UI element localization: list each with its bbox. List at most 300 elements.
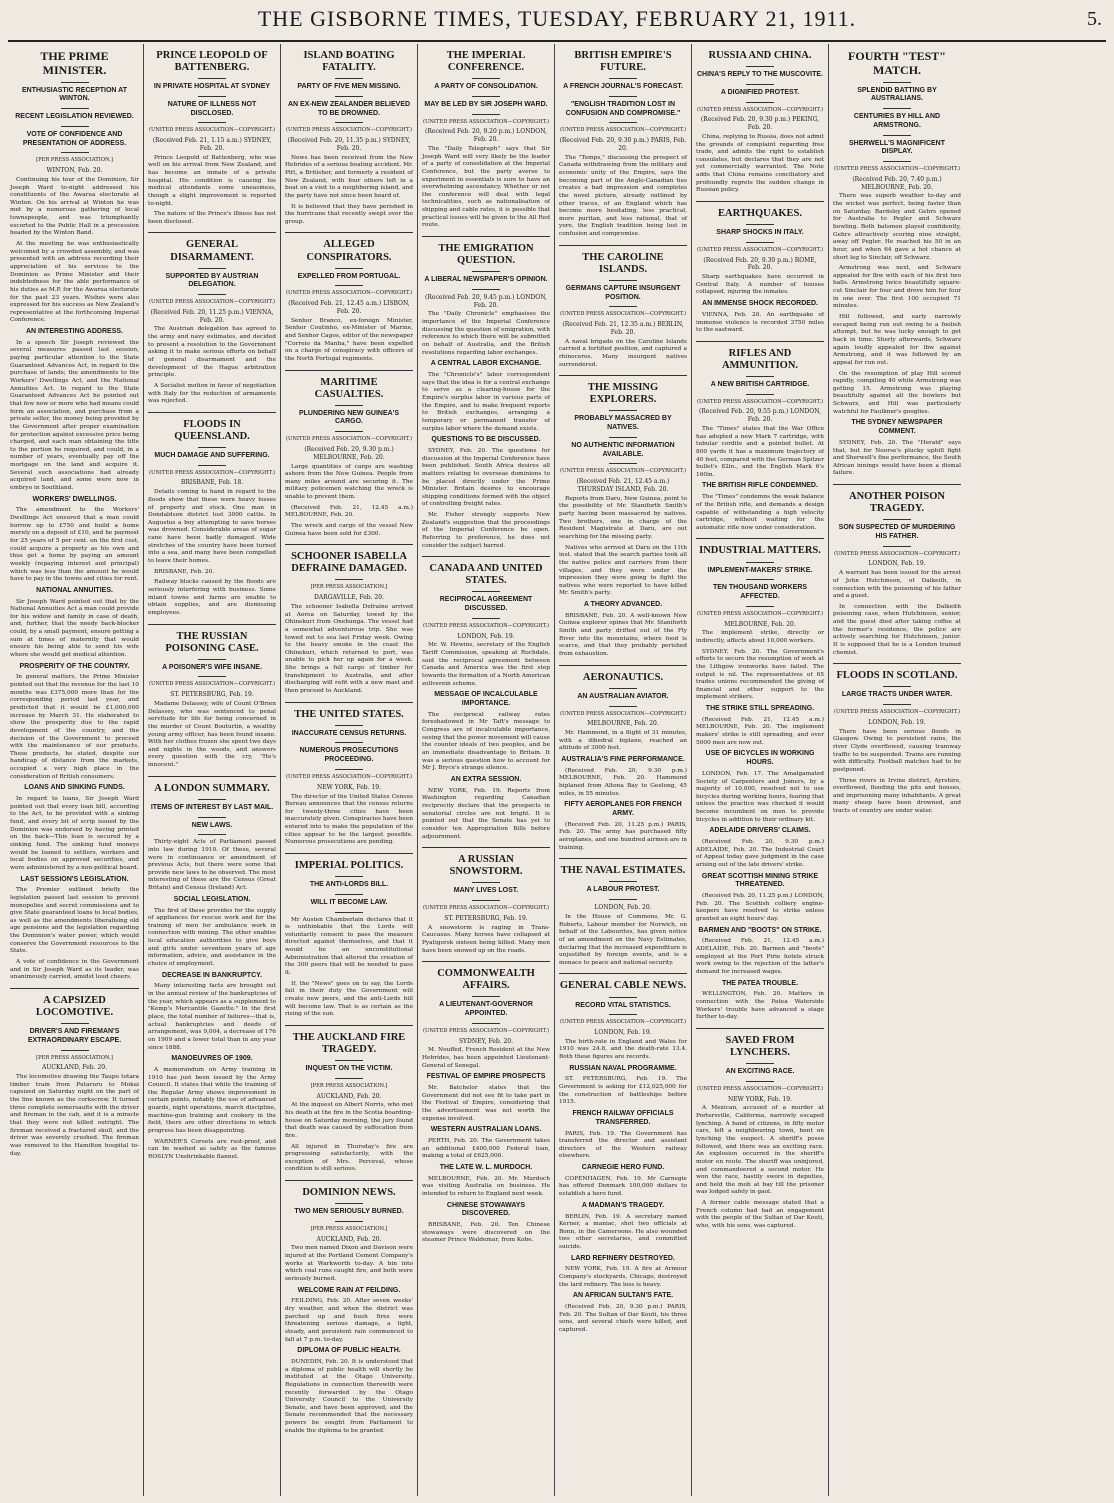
article	[285, 1180, 413, 1435]
paragraph: A naval brigade on the Caroline Islands carried a fortified position, and captured a rhinoceros. Many insurgent natives surrendered.	[559, 338, 687, 368]
section-subhead: THE PATEA TROUBLE.	[721, 979, 799, 987]
divider	[61, 1023, 89, 1024]
section-rule	[833, 484, 961, 485]
divider	[609, 437, 637, 438]
divider	[609, 78, 637, 79]
divider	[609, 688, 637, 689]
divider	[335, 742, 363, 743]
paragraph: (Received Feb. 20, 11.25 p.m.) LONDON, Feb. 20. The Scottish colliery engine-keepers have resolved to strike unless granted an eight hours' day.	[696, 893, 824, 923]
column-7	[828, 44, 965, 1496]
section-subhead: A CENTRAL LABOR EXCHANGE.	[430, 360, 542, 368]
section-rule	[559, 245, 687, 246]
paragraph: (Received Feb. 20, 9.30 p.m.) ADELAIDE, Feb. 20. The Industrial Court of Appeal today gave judgment in the case arising out of the late drivers' strike.	[696, 839, 824, 869]
headline: ISLAND BOATING FATALITY.	[303, 50, 395, 74]
divider	[61, 1050, 89, 1051]
section-subhead: THE LATE W. L. MURDOCH.	[439, 1163, 533, 1171]
paragraph: A memorandum on Army training in 1910 has just been issued by the Army Council. It states that while the training of the Regular Army shows improvement in certain points, notably the use of advanced guards, night operations, march discipline, machine-gun training and cookery in the field, there are other directions in which progress has been disappointing.	[148, 1066, 276, 1135]
divider	[746, 84, 774, 85]
headline: RIFLES AND AMMUNITION.	[721, 347, 799, 371]
subheadline: "ENGLISH TRADITION LOST IN CONFUSION AND COMPROMISE."	[565, 100, 681, 117]
article	[559, 245, 687, 370]
dateline: NEW YORK, Feb. 19.	[317, 783, 381, 791]
dateline: (Received Feb. 21, 12.45 a.m.) THURSDAY ISLAND, Feb. 20.	[576, 478, 670, 493]
section-rule	[285, 370, 413, 371]
divider	[61, 152, 89, 153]
columns-container	[6, 44, 1110, 1496]
paragraph: The director of the United States Census Bureau announces that the census returns for twenty-three cities have been inaccurately given. Conspiracies have been entered into to make the population of the cities appear to be the largest possible. Numerous prosecutions are pending.	[285, 793, 413, 846]
section-rule	[285, 544, 413, 545]
divider	[198, 659, 226, 660]
article	[422, 556, 550, 841]
divider	[472, 271, 500, 272]
headline: INDUSTRIAL MATTERS.	[699, 545, 821, 557]
headline: A LONDON SUMMARY.	[154, 782, 270, 794]
paragraph: News has been received from the New Hebrides of a serious boating accident. Mr. Pitt, a Britisher, and formerly a resident of New Zealand, with four others left in a boat on a visit to a neighboring island, and the party have not since been heard of.	[285, 154, 413, 199]
press-credit: (UNITED PRESS ASSOCIATION—COPYRIGHT.)	[286, 436, 412, 443]
subheadline: SHARP SHOCKS IN ITALY.	[716, 229, 804, 237]
headline: SCHOONER ISABELLA DEFRAINE DAMAGED.	[291, 551, 407, 575]
page-number: 5.	[1087, 8, 1102, 30]
subheadline: INACCURATE CENSUS RETURNS.	[291, 729, 407, 737]
divider	[335, 894, 363, 895]
paragraph: In regard to loans, Sir Joseph Ward pointed out that every loan bill, according to the Act, to be provided with a sinking fund, and every bit of scrip issued by the Dominion was endorsed by having printed on the back—This loan is secured by a sinking fund. The sinking fund moneys would be loaned to settlers, workers and local bodies on approved securities, and were administered by a non-political board.	[10, 796, 139, 871]
divider	[609, 997, 637, 998]
section-rule	[148, 624, 276, 625]
divider	[609, 122, 637, 123]
column-6	[691, 44, 828, 1496]
divider	[472, 900, 500, 901]
paragraph: In connection with the Dalkeith poisoning case, when Hutchinson, senior, and the guest died after taking coffee at the former's residence, the police are actively searching for Hutchinson, junior. It is supposed that he is a London trained chemist.	[833, 603, 961, 656]
press-credit: (UNITED PRESS ASSOCIATION—COPYRIGHT.)	[149, 681, 275, 688]
dateline: (Received Feb. 20, 9.30 p.m.) PEKING, Feb. 20.	[700, 116, 820, 132]
divider	[472, 1023, 500, 1024]
divider	[472, 78, 500, 79]
dateline: ST. PETERSBURG, Feb. 19.	[444, 914, 528, 922]
section-subhead: LAST SESSION'S LEGISLATION.	[20, 875, 129, 883]
headline: THE RUSSIAN POISONING CASE.	[165, 630, 259, 654]
press-credit: (UNITED PRESS ASSOCIATION—COPYRIGHT.)	[423, 118, 549, 125]
dateline: (Received Feb. 21, 12.45 a.m.) LISBON, Feb. 20.	[288, 300, 410, 315]
section-rule	[696, 201, 824, 202]
paragraph: (Received Feb. 21, 12.45 a.m.) MELBOURNE, Feb. 20.	[285, 504, 413, 519]
section-rule	[285, 1180, 413, 1181]
headline: THE UNITED STATES.	[294, 708, 404, 720]
article	[696, 341, 824, 533]
article	[696, 50, 824, 195]
divider	[335, 769, 363, 770]
paragraph: Mr. Fisher strongly supports New Zealand's suggestion that the proceedings of the Imperial Conference be open. Referring to preference, he does not consider the subject barred.	[422, 512, 550, 549]
dateline: NEW YORK, Feb. 19.	[728, 1095, 792, 1103]
divider	[335, 1060, 363, 1061]
headline: FLOODS IN SCOTLAND.	[836, 670, 958, 682]
section-rule	[285, 702, 413, 703]
subheadline: NUMEROUS PROSECUTIONS PROCEEDING.	[299, 747, 399, 764]
subheadline: A NEW BRITISH CARTRIDGE.	[710, 380, 810, 388]
article	[559, 973, 687, 1334]
column-4	[417, 44, 554, 1496]
paragraph: The implement strike, directly or indirectly, affects about 10,000 workers.	[696, 630, 824, 644]
paragraph: A warrant has been issued for the arrest of John Hutchinson, of Dalkeith, in connection with the poisoning of his father and a guest.	[833, 570, 961, 600]
divider	[198, 122, 226, 123]
divider	[883, 519, 911, 520]
paragraph: NEW YORK, Feb. 19. Reports from Washington regarding Canadian reciprocity declare that the prospects in senatorial circles are not bright. It is pointed out that the Senate has yet to consider ten Appropriation Bills before adjournment.	[422, 787, 550, 840]
section-rule	[696, 341, 824, 342]
section-subhead: A THEORY ADVANCED.	[583, 601, 663, 609]
paragraph: Natives who arrived at Daru on the 11th inst. stated that the search parties took all the native police and carriers from their villages, and they were under the impression they were going to fight the natives who were reported to have killed Mr. Smith's party.	[559, 544, 687, 597]
subheadline: EXPELLED FROM PORTUGAL.	[297, 272, 401, 280]
divider	[335, 876, 363, 877]
paragraph: China, replying to Russia, does not admit the grounds of complaint regarding free trade, and admits the right to establish consulates, but declares that they are not yet commercially warranted. The Note adds that China remains conciliatory and profoundly regrets the sudden change in Russian policy.	[696, 133, 824, 194]
paragraph: The nature of the Prince's illness has not been disclosed.	[148, 211, 276, 225]
section-subhead: DIPLOMA OF PUBLIC HEALTH.	[297, 1347, 401, 1355]
paragraph: Two men named Dixon and Davison were injured at the Portland Cement Company's works at Warkworth to-day. A bin into which coal runs caught fire, and both were seriously burned.	[285, 1245, 413, 1282]
press-credit: (UNITED PRESS ASSOCIATION—COPYRIGHT.)	[423, 1027, 549, 1034]
subheadline: RECENT LEGISLATION REVIEWED.	[15, 113, 134, 121]
divider	[746, 1081, 774, 1082]
paragraph: The Premier outlined briefly the legislation passed last session to prevent monopolies and secret commissions and to give State guaranteed loans to local bodies, as well as the amendments liberalising old age pensions and the legislation regarding the Dominion's water power, which would conserve the Government resources to the State.	[10, 887, 139, 955]
divider	[198, 799, 226, 800]
paragraph: Senhor Branco, ex-foreign Minister, Senhor Coutinho, ex-Minister of Marine, and Senhor Cagos, editor of the newspaper "Correio da Manha," have been expelled on a charge of conspiracy with officers of the North Portugal regiments.	[285, 317, 413, 362]
paragraph: DUNEDIN, Feb. 20. It is understood that a diploma of public health will shortly be instituted at the Otago University. Regulations in connection therewith were recently forwarded by the Otago University Council to the University Senate, and have been approved, and the Senate recommended that the necessary powers be sought from Parliament to enable the diploma to be granted.	[285, 1358, 413, 1434]
subheadline: NO AUTHENTIC INFORMATION AVAILABLE.	[571, 441, 675, 458]
divider	[198, 78, 226, 79]
subheadline: A LIEUTENANT-GOVERNOR APPOINTED.	[439, 1001, 533, 1018]
paragraph: If, the "News" goes on to say, the Lords fail in their duty the Government will create new peers, and the anti-Lords bill will become law. That is as certain as the rising of the sun.	[285, 980, 413, 1018]
dateline: LONDON, Feb. 20.	[594, 904, 652, 912]
section-rule	[148, 776, 276, 777]
article	[422, 847, 550, 955]
masthead	[8, 4, 1106, 42]
divider	[746, 562, 774, 563]
article	[833, 484, 961, 657]
headline: FLOODS IN QUEENSLAND.	[174, 418, 250, 442]
dateline: MELBOURNE, Feb. 20.	[724, 620, 796, 628]
press-credit: (UNITED PRESS ASSOCIATION—COPYRIGHT.)	[149, 299, 275, 306]
subheadline: DRIVER'S AND FIREMAN'S EXTRAORDINARY ESCAPE.	[27, 1028, 122, 1044]
paragraph: Madame Delassey, wife of Count O'Brien Delassey, who was sentenced to penal servitude for life for being concerned in the murder of Count Bouturlin, a wealthy young army officer, has been found insane. With her clothes frozen she spent two days and nights in the woods, and answers every question with the cry, "He's innocent."	[148, 700, 276, 769]
paragraph: Prince Leopold of Battenberg, who was well on his arrival from New Zealand, and has become an inmate of a private hospital. His condition is causing his medical attendants some uneasiness, though a slight improvement is reported to-night.	[148, 154, 276, 207]
divider	[883, 686, 911, 687]
subheadline: A DIGNIFIED PROTEST.	[720, 88, 800, 96]
column-3	[280, 44, 417, 1496]
paragraph: On the resumption of play Hill scored rapidly, compiling 40 while Armstrong was getting 15. Armstrong was playing beautifully against all the bowlers but Schwarz, and Hill was particularly watchful for Faulkner's googlies.	[833, 370, 961, 415]
subheadline: IN PRIVATE HOSPITAL AT SYDNEY	[153, 83, 271, 91]
section-subhead: AN INTERESTING ADDRESS.	[26, 328, 123, 336]
dateline: (Received Feb. 20, 9.20 p.m.) LONDON, Feb. 20.	[425, 128, 547, 144]
divider	[746, 606, 774, 607]
headline: MARITIME CASUALTIES.	[314, 376, 384, 400]
headline: GENERAL DISARMAMENT.	[170, 239, 254, 263]
paragraph: The "Times" states that the War Office has adopted a new Mark 7 cartridge, with tubular cordite and a pointed bullet. At 800 yards it has a maximum trajectory of 40 feet, compared with the German Spitzer bullet's 82in., and the English Mark 6's 160in.	[696, 426, 824, 478]
press-credit: (UNITED PRESS ASSOCIATION—COPYRIGHT.)	[149, 127, 275, 134]
paragraph: The Austrian delegation has agreed to the army and navy estimates, and decided to present a resolution to the Government asking it to make serious efforts on behalf of general disarmament and the development of the Hague arbitration principle.	[148, 326, 276, 379]
divider	[335, 1203, 363, 1204]
divider	[609, 899, 637, 900]
divider	[472, 289, 500, 290]
section-subhead: PROSPERITY OF THE COUNTRY.	[19, 662, 130, 670]
paragraph: SYDNEY, Feb. 20. The questions for discussion at the Imperial Conference have been published. South Africa desires all matters relating to overseas dominions to be placed directly under the Prime Minister. Britain desires to encourage shipping conditions formed with the object of controlling freight rates.	[422, 447, 550, 508]
article	[559, 375, 687, 658]
subheadline: RECORD VITAL STATISTICS.	[575, 1001, 671, 1009]
section-subhead: GREAT SCOTTISH MINING STRIKE THREATENED.	[701, 872, 819, 889]
divider	[198, 817, 226, 818]
divider	[198, 294, 226, 295]
article	[422, 961, 550, 1245]
subheadline: LARGE TRACTS UNDER WATER.	[841, 691, 953, 699]
press-credit: [PER PRESS ASSOCIATION.]	[36, 157, 113, 164]
article	[696, 1028, 824, 1231]
headline: IMPERIAL POLITICS.	[294, 859, 404, 871]
section-subhead: AN IMMENSE SHOCK RECORDED.	[702, 300, 818, 308]
headline: SAVED FROM LYNCHERS.	[725, 1035, 795, 1059]
subheadline: THE ANTI-LORDS BILL.	[309, 881, 389, 889]
section-subhead: AUSTRALIA'S FINE PERFORMANCE.	[561, 755, 685, 763]
section-rule	[422, 556, 550, 557]
paragraph: The first of these provides for the supply of appliances for rescue work and for the training of men for ambulance work in connection with mining. The other enables local education authorities to give boys and girls under seventeen years of age information, advice, and assistance in the choice of employment.	[148, 907, 276, 967]
headline: THE NAVAL ESTIMATES.	[560, 865, 686, 877]
paragraph: There have been serious floods in Glasgow. Owing to persistent rains, the river Clyde overflowed, causing tramway traffic to be suspended. Trains are running with difficulty. Football matches had to be postponed.	[833, 728, 961, 773]
subheadline: AN EXCITING RACE.	[725, 1068, 795, 1076]
paragraph: Three rivers in Irvine district, Ayrshire, overflowed, flooding the pits and houses, and imprisoning many inhabitants. A great many sheep have been drowned, and tracts of country are under water.	[833, 777, 961, 815]
divider	[335, 405, 363, 406]
paragraph: SYDNEY, Feb. 20. The "Herald" says that, but for Noorse's plucky uphill fight and Sherwell's fine performance, the South African innings would have been a dismal failure.	[833, 439, 961, 477]
headline: THE CAROLINE ISLANDS.	[582, 251, 664, 275]
divider	[198, 268, 226, 269]
headline: ALLEGED CONSPIRATORS.	[306, 239, 392, 263]
subheadline: VOTE OF CONFIDENCE AND PRESENTATION OF ADDRESS.	[22, 130, 127, 147]
paragraph: BRISBANE, Feb. 20. A well-known New Guinea explorer opines that Mr. Staniforth Smith and party drifted out of the Fly River into the mountains, where food is scarce, and that they probably perished from exhaustion.	[559, 612, 687, 658]
dateline: (Received Feb. 20, 11.25 p.m.) VIENNA, Feb. 20.	[150, 308, 274, 324]
dateline: LONDON, Feb. 19.	[594, 1029, 652, 1036]
subheadline: PARTY OF FIVE MEN MISSING.	[297, 83, 401, 91]
dateline: MELBOURNE, Feb. 20.	[587, 720, 659, 728]
paragraph: PERTH, Feb. 20. The Government takes an additional £400,000 Federal loan, making a total of £625,000.	[422, 1137, 550, 1160]
article	[559, 50, 687, 239]
headline: PRINCE LEOPOLD OF BATTENBERG.	[156, 50, 268, 74]
article	[285, 544, 413, 695]
headline: AERONAUTICS.	[582, 671, 664, 683]
press-credit: (UNITED PRESS ASSOCIATION—COPYRIGHT.)	[697, 246, 823, 253]
article	[696, 201, 824, 335]
press-credit: (UNITED PRESS ASSOCIATION—COPYRIGHT.)	[560, 311, 686, 318]
column-5	[554, 44, 691, 1496]
paragraph: Mr. Batchelor states that the Government did not see fit to take part in the Festival of Empire, considering that the advertisement was not worth the expense involved.	[422, 1084, 550, 1122]
article	[285, 1025, 413, 1174]
press-credit: (UNITED PRESS ASSOCIATION—COPYRIGHT.)	[149, 469, 275, 476]
subheadline: ENTHUSIASTIC RECEPTION AT WINTON.	[21, 86, 127, 103]
paragraph: Railway blocks caused by the floods are seriously interfering with business. Some inland towns and farms are unable to obtain supplies, and are dismissing employees.	[148, 579, 276, 616]
headline: THE EMIGRATION QUESTION.	[438, 243, 534, 267]
article	[148, 412, 276, 618]
divider	[746, 394, 774, 395]
subheadline: MAY BE LED BY SIR JOSEPH WARD.	[424, 100, 548, 108]
subheadline: NATURE OF ILLNESS NOT DISCLOSED.	[167, 100, 257, 117]
dateline: AUCKLAND, Feb. 20.	[316, 1092, 382, 1100]
dateline: (Received Feb. 20, 9.45 p.m.) LONDON, Feb. 20.	[425, 293, 547, 309]
divider	[883, 108, 911, 109]
divider	[335, 122, 363, 123]
headline: FOURTH "TEST" MATCH.	[848, 49, 946, 77]
section-subhead: LOANS AND SINKING FUNDS.	[24, 784, 125, 792]
subheadline: SPLENDID BATTING BY AUSTRALIANS.	[857, 86, 937, 103]
divider	[61, 126, 89, 127]
divider	[746, 102, 774, 103]
subheadline: GERMANS CAPTURE INSURGENT POSITION.	[565, 284, 681, 301]
paragraph: MELBOURNE, Feb. 20. Mr. Murdoch was visiting Australia on business. He intended to return to England next week.	[422, 1175, 550, 1197]
section-subhead: NATIONAL ANNUITIES.	[36, 586, 113, 594]
section-subhead: RUSSIAN NAVAL PROGRAMME.	[569, 1064, 677, 1072]
paragraph: In a speech Sir Joseph reviewed the several measures passed last session, paying particular attention to the State Guaranteed Advances Act, in regard to the purchase of lands; the amendments to the Workers' Dwellings Act, and the National Annuities Act. In regard to the State Guaranteed Advances Act he pointed out that few now or more who had means could form an association, and purchase from a private seller, the money being provided by the Government after proper examination for protection against excessive price being charged, and each man obtaining the title to the portion he required, and could, in a number of years, eventually pay off the mortgage on the land and acquire it. Several such associations had already acquired land, and some were now in embryo in Southland.	[10, 339, 139, 491]
article	[422, 236, 550, 550]
article	[148, 776, 276, 1162]
section-subhead: DECREASE IN BANKRUPTCY.	[162, 971, 262, 979]
press-credit: [PER PRESS ASSOCIATION.]	[310, 1082, 388, 1089]
section-subhead: FESTIVAL OF EMPIRE PROSPECTS	[426, 1073, 546, 1081]
paragraph: (Received Feb. 21, 12.45 a.m.) ADELAIDE, Feb. 20. Barmen and "boots" employed at the Port Pirie hotels struck work owing to the rejection of the latter's demand for increased wages.	[696, 938, 824, 976]
divider	[746, 376, 774, 377]
dateline: (Received Feb. 21, 12.35 a.m.) BERLIN, Feb. 20.	[562, 321, 684, 336]
headline: ANOTHER POISON TRAGEDY.	[849, 491, 945, 515]
subheadline: A FRENCH JOURNAL'S FORECAST.	[563, 83, 683, 91]
paragraph: In the House of Commons, Mr. G. Roberts, Labour member for Norwich, on behalf of the Labourites, has given notice of an amendment on the Navy Estimates, declaring that the increased expenditure is unjustified by foreign events, and is a menace to peace and national security.	[559, 913, 687, 966]
divider	[335, 725, 363, 726]
paragraph: M. Nouffed, French Resident at the New Hebrides, has been appointed Lieutenant-General of Senegal.	[422, 1047, 550, 1069]
paragraph: COPENHAGEN, Feb. 19. Mr Carnegie has offered Denmark 100,000 dollars to establish a hero fund.	[559, 1175, 687, 1198]
paragraph: BRISBANE, Feb. 20.	[154, 568, 215, 575]
section-rule	[559, 375, 687, 376]
article	[148, 50, 276, 226]
paragraph: (Received Feb. 20, 9.30 p.m.) MELBOURNE, Feb. 20. Hammond biplaned from Altona Bay to Geelong, 45 miles, in 55 minutes.	[559, 767, 687, 797]
article	[559, 858, 687, 967]
headline: THE PRIME MINISTER.	[40, 49, 109, 77]
article	[285, 232, 413, 363]
dateline: (Received Feb. 20, 9.30 p.m.) ROME, Feb. 20.	[703, 256, 817, 272]
subheadline: WILL IT BECOME LAW.	[310, 898, 388, 906]
section-subhead: SOCIAL LEGISLATION.	[173, 895, 251, 903]
subheadline: AN EX-NEW ZEALANDER BELIEVED TO BE DROWNED.	[287, 100, 411, 117]
paragraph: A Socialist motion in favor of negotiation with Italy for the reduction of armaments was rejected.	[148, 382, 276, 405]
divider	[883, 82, 911, 83]
section-subhead: A MADMAN'S TRAGEDY.	[581, 1201, 665, 1209]
paragraph: NEW YORK, Feb. 19. A fire at Armour Company's stockyards, Chicago, destroyed the lard refinery. The loss is heavy.	[559, 1266, 687, 1288]
paragraph: A vote of confidence in the Government and in Sir Joseph Ward as its leader, was unanimously carried, amidst loud cheers.	[10, 959, 139, 981]
paragraph: SYDNEY, Feb. 20. The Government's efforts to secure the resumption of work at the Lithgow ironworks have failed. The output is nil. The representatives of 65 trades unions recommended the giving of financial and other support to the implement strikers.	[696, 648, 824, 701]
section-subhead: FIFTY AEROPLANES FOR FRENCH ARMY.	[564, 801, 682, 818]
article	[10, 50, 139, 982]
divider	[746, 579, 774, 580]
dateline: LONDON, Feb. 19.	[868, 718, 926, 726]
dateline: SYDNEY, Feb. 20.	[458, 1037, 514, 1045]
divider	[609, 881, 637, 882]
paragraph: Sir Joseph Ward pointed out that by the National Annuities Act a man could provide for his widow and family in case of death, and, further, that the needy back-blocker could, by a small payment, ensure getting a sum at times of maternity that would ensure his being able to send his wife where she would get medical attention.	[10, 598, 139, 659]
headline: THE AUCKLAND FIRE TRAGEDY.	[292, 1031, 406, 1055]
section-rule	[285, 1025, 413, 1026]
press-credit: (UNITED PRESS ASSOCIATION—COPYRIGHT.)	[560, 710, 686, 717]
divider	[746, 242, 774, 243]
press-credit: (UNITED PRESS ASSOCIATION—COPYRIGHT.)	[697, 1085, 823, 1092]
press-credit: (UNITED PRESS ASSOCIATION—COPYRIGHT.)	[834, 166, 960, 173]
section-subhead: BARMEN AND "BOOTS" ON STRIKE.	[698, 926, 822, 934]
article	[696, 538, 824, 1022]
article	[285, 50, 413, 226]
press-credit: (UNITED PRESS ASSOCIATION—COPYRIGHT.)	[697, 106, 823, 113]
section-rule	[833, 663, 961, 664]
divider	[198, 465, 226, 466]
press-credit: (UNITED PRESS ASSOCIATION—COPYRIGHT.)	[286, 773, 412, 780]
subheadline: RECIPROCAL AGREEMENT DISCUSSED.	[439, 596, 533, 613]
section-rule	[148, 412, 276, 413]
press-credit: [PER PRESS ASSOCIATION.]	[310, 1225, 388, 1232]
press-credit: (UNITED PRESS ASSOCIATION—COPYRIGHT.)	[560, 468, 686, 475]
divider	[335, 285, 363, 286]
subheadline: AN AUSTRALIAN AVIATOR.	[577, 692, 669, 700]
paragraph: Mr. Hammond, in a flight of 31 minutes, with a dihedral biplane, reached an altitude of 3000 feet.	[559, 730, 687, 752]
divider	[883, 704, 911, 705]
paragraph: The schooner Isabella Defraine arrived at Aoroa on Saturday, towed by the Ohinekuri from Onehunga. The vessel had a somewhat adventurous trip. She was towed out to sea last Friday week. Owing to the heavy smoke in the coast the Ohinekuri, which returned to port, was unable to pick her up again for a week. She brings a full cargo of timber for transhipment to Australia, and after discharging will refit with a new mast and then proceed to Auckland.	[285, 603, 413, 694]
press-credit: (UNITED PRESS ASSOCIATION—COPYRIGHT.)	[423, 622, 549, 629]
dateline: (Received Feb. 21, 1.15 a.m.) SYDNEY, Feb. 20.	[152, 137, 272, 152]
paragraph: A former cable message stated that a French column had had an engagement with the people of the Sultan of Dar Kouti, who, with his sons, was captured.	[696, 1200, 824, 1230]
section-rule	[559, 973, 687, 974]
section-rule	[10, 988, 139, 989]
divider	[609, 1014, 637, 1015]
paragraph: The "Times" condemns the weak balance of the British rifle, and demands a design capable of withstanding a high velocity cartridge, without waiting for the automatic rifle now under consideration.	[696, 494, 824, 531]
subheadline: PROBABLY MASSACRED BY NATIVES.	[574, 415, 672, 432]
section-rule	[559, 665, 687, 666]
divider	[472, 882, 500, 883]
section-subhead: AN EXTRA SESSION.	[450, 775, 522, 783]
paragraph: It is believed that they have perished in the hurricane that recently swept over the group.	[285, 203, 413, 225]
section-subhead: FRENCH RAILWAY OFFICIALS TRANSFERRED.	[572, 1110, 674, 1126]
paragraph: ST. PETERSBURG, Feb. 19. The Government is asking for £12,025,000 for the construction of battleships before 1915.	[559, 1076, 687, 1106]
paragraph: Armstrong was next, and Schwarz appealed for lbw with each of his first two balls. Armstrong twice beautifully square-cut Sinclair for four and drove him for four in one over. The first 100 occupied 71 minutes.	[833, 265, 961, 310]
section-subhead: THE BRITISH RIFLE CONDEMNED.	[702, 482, 818, 490]
dateline: (Received Feb. 20, 9.55 p.m.) LONDON, Feb. 20.	[699, 408, 821, 424]
divider	[472, 96, 500, 97]
subheadline: MUCH DAMAGE AND SUFFERING.	[154, 451, 270, 459]
article	[10, 988, 139, 1158]
dateline: BRISBANE, Feb. 18.	[180, 479, 244, 487]
subheadline: TWO MEN SERIOUSLY BURNED.	[294, 1208, 404, 1216]
dateline: (Received Feb. 20, 9.30 p.m.) PARIS, Feb. 20.	[559, 137, 687, 152]
section-subhead: AN AFRICAN SULTAN'S FATE.	[572, 1292, 674, 1300]
dateline: DARGAVILLE, Feb. 20.	[314, 594, 384, 602]
paragraph: The locomotive drawing the Taupo totara timber train from Putaruru to Mokai capsized on Saturday night on the part of the line known as the corkscrew. It turned three complete somersaults with the driver and fireman in the cab, and it is a miracle that they were not killed outright. The fireman received a fractured skull, and the driver was severely crushed. The fireman was removed to the Hamilton hospital to-day.	[10, 1074, 139, 1157]
headline: BRITISH EMPIRE'S FUTURE.	[574, 50, 672, 74]
paragraph: All injured in Thursday's fire are progressing satisfactorily, with the exception of Mrs. Perceval, whose condition is still serious.	[285, 1143, 413, 1173]
divider	[61, 82, 89, 83]
divider	[883, 135, 911, 136]
paragraph: BRISBANE, Feb. 20. Ten Chinese stowaways were discovered on the steamer Prince Waldemar, from Kobe.	[422, 1222, 550, 1244]
divider	[883, 161, 911, 162]
section-subhead: THE STRIKE STILL SPREADING.	[705, 705, 815, 713]
press-credit: (UNITED PRESS ASSOCIATION—COPYRIGHT.)	[560, 127, 686, 134]
divider	[61, 108, 89, 109]
paragraph: There was superb weather to-day and the wicket was perfect, being faster than on Saturday. Bardsley and Gehrs opened for Australia to Pegler and Schwarz bowling. Both batsmen played confidently, Gehrs attractively scoring nine straight, away off Pegler. He reached his 50 in an hour, and when 64 gave a hot chance at short leg to Sinclair, off Schwarz.	[833, 193, 961, 261]
paragraph: In general matters, the Prime Minister pointed out that the revenue for the last 10 months was £375,000 more than for the corresponding period last year, and predicted that it would be £1,000,000 increase by March 31. He elaborated to show the prosperity due to the rapid development of the country, and the decision of the Government to proceed with the maintenance of our products. These products, he stated, despite our handicap of distance from the markets, occupied a very high place in the consideration of British consumers.	[10, 674, 139, 780]
section-subhead: WORKERS' DWELLINGS.	[32, 495, 117, 503]
divider	[198, 96, 226, 97]
divider	[198, 676, 226, 677]
paragraph: The reciprocal railway rates foreshadowed in Mr Taft's message to Congress are of incalculable importance, seeing that the power movement will cause the counter ideals of two peoples, and be an immediate disadvantage to Britain. It was a serious question how to account for Mr J. Bryce's strange silence.	[422, 711, 550, 772]
subheadline: A LABOUR PROTEST.	[586, 886, 660, 894]
headline: DOMINION NEWS.	[302, 1187, 396, 1199]
press-credit: (UNITED PRESS ASSOCIATION—COPYRIGHT.)	[423, 905, 549, 912]
headline: A CAPSIZED LOCOMOTIVE.	[35, 994, 114, 1019]
section-rule	[285, 853, 413, 854]
press-credit: (UNITED PRESS ASSOCIATION—COPYRIGHT.)	[834, 709, 960, 716]
dateline: LONDON, Feb. 19.	[868, 560, 926, 568]
